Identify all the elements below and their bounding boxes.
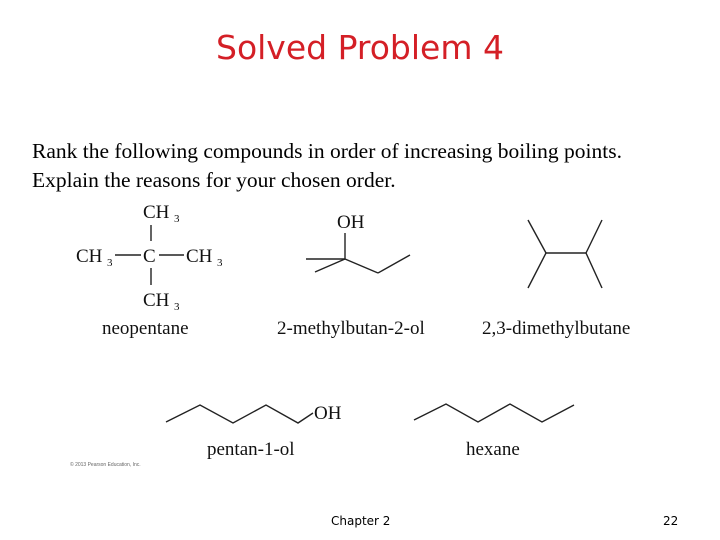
label-methylbutanol: 2-methylbutan-2-ol <box>277 318 425 339</box>
question-line-1: Rank the following compounds in order of increasing boiling points. <box>32 139 622 163</box>
copyright-note: © 2013 Pearson Education, Inc. <box>70 462 141 468</box>
slide-title: Solved Problem 4 <box>216 28 504 67</box>
pentanol-structure <box>166 403 342 424</box>
label-dimethylbutane: 2,3-dimethylbutane <box>482 318 631 339</box>
label-hexane: hexane <box>466 439 520 460</box>
neopentane-bottom-sub: 3 <box>174 301 180 313</box>
neopentane-right-ch: CH <box>186 246 213 267</box>
neopentane-bottom-ch: CH <box>143 290 170 311</box>
neopentane-top-sub: 3 <box>174 213 180 225</box>
dimethylbutane-structure <box>528 220 602 288</box>
neopentane-structure <box>76 202 223 313</box>
pentanol-oh: OH <box>314 403 342 424</box>
methylbutanol-structure <box>306 212 410 273</box>
neopentane-center-c: C <box>143 246 156 267</box>
footer-page-number: 22 <box>663 514 679 528</box>
label-pentanol: pentan-1-ol <box>207 439 295 460</box>
footer-chapter: Chapter 2 <box>331 514 391 528</box>
hexane-structure <box>414 404 574 422</box>
neopentane-left-sub: 3 <box>107 257 113 269</box>
label-neopentane: neopentane <box>102 318 189 339</box>
neopentane-top-ch: CH <box>143 202 170 223</box>
neopentane-right-sub: 3 <box>217 257 223 269</box>
neopentane-left-ch: CH <box>76 246 103 267</box>
methylbutanol-oh: OH <box>337 212 365 233</box>
question-line-2: Explain the reasons for your chosen order. <box>32 168 396 192</box>
